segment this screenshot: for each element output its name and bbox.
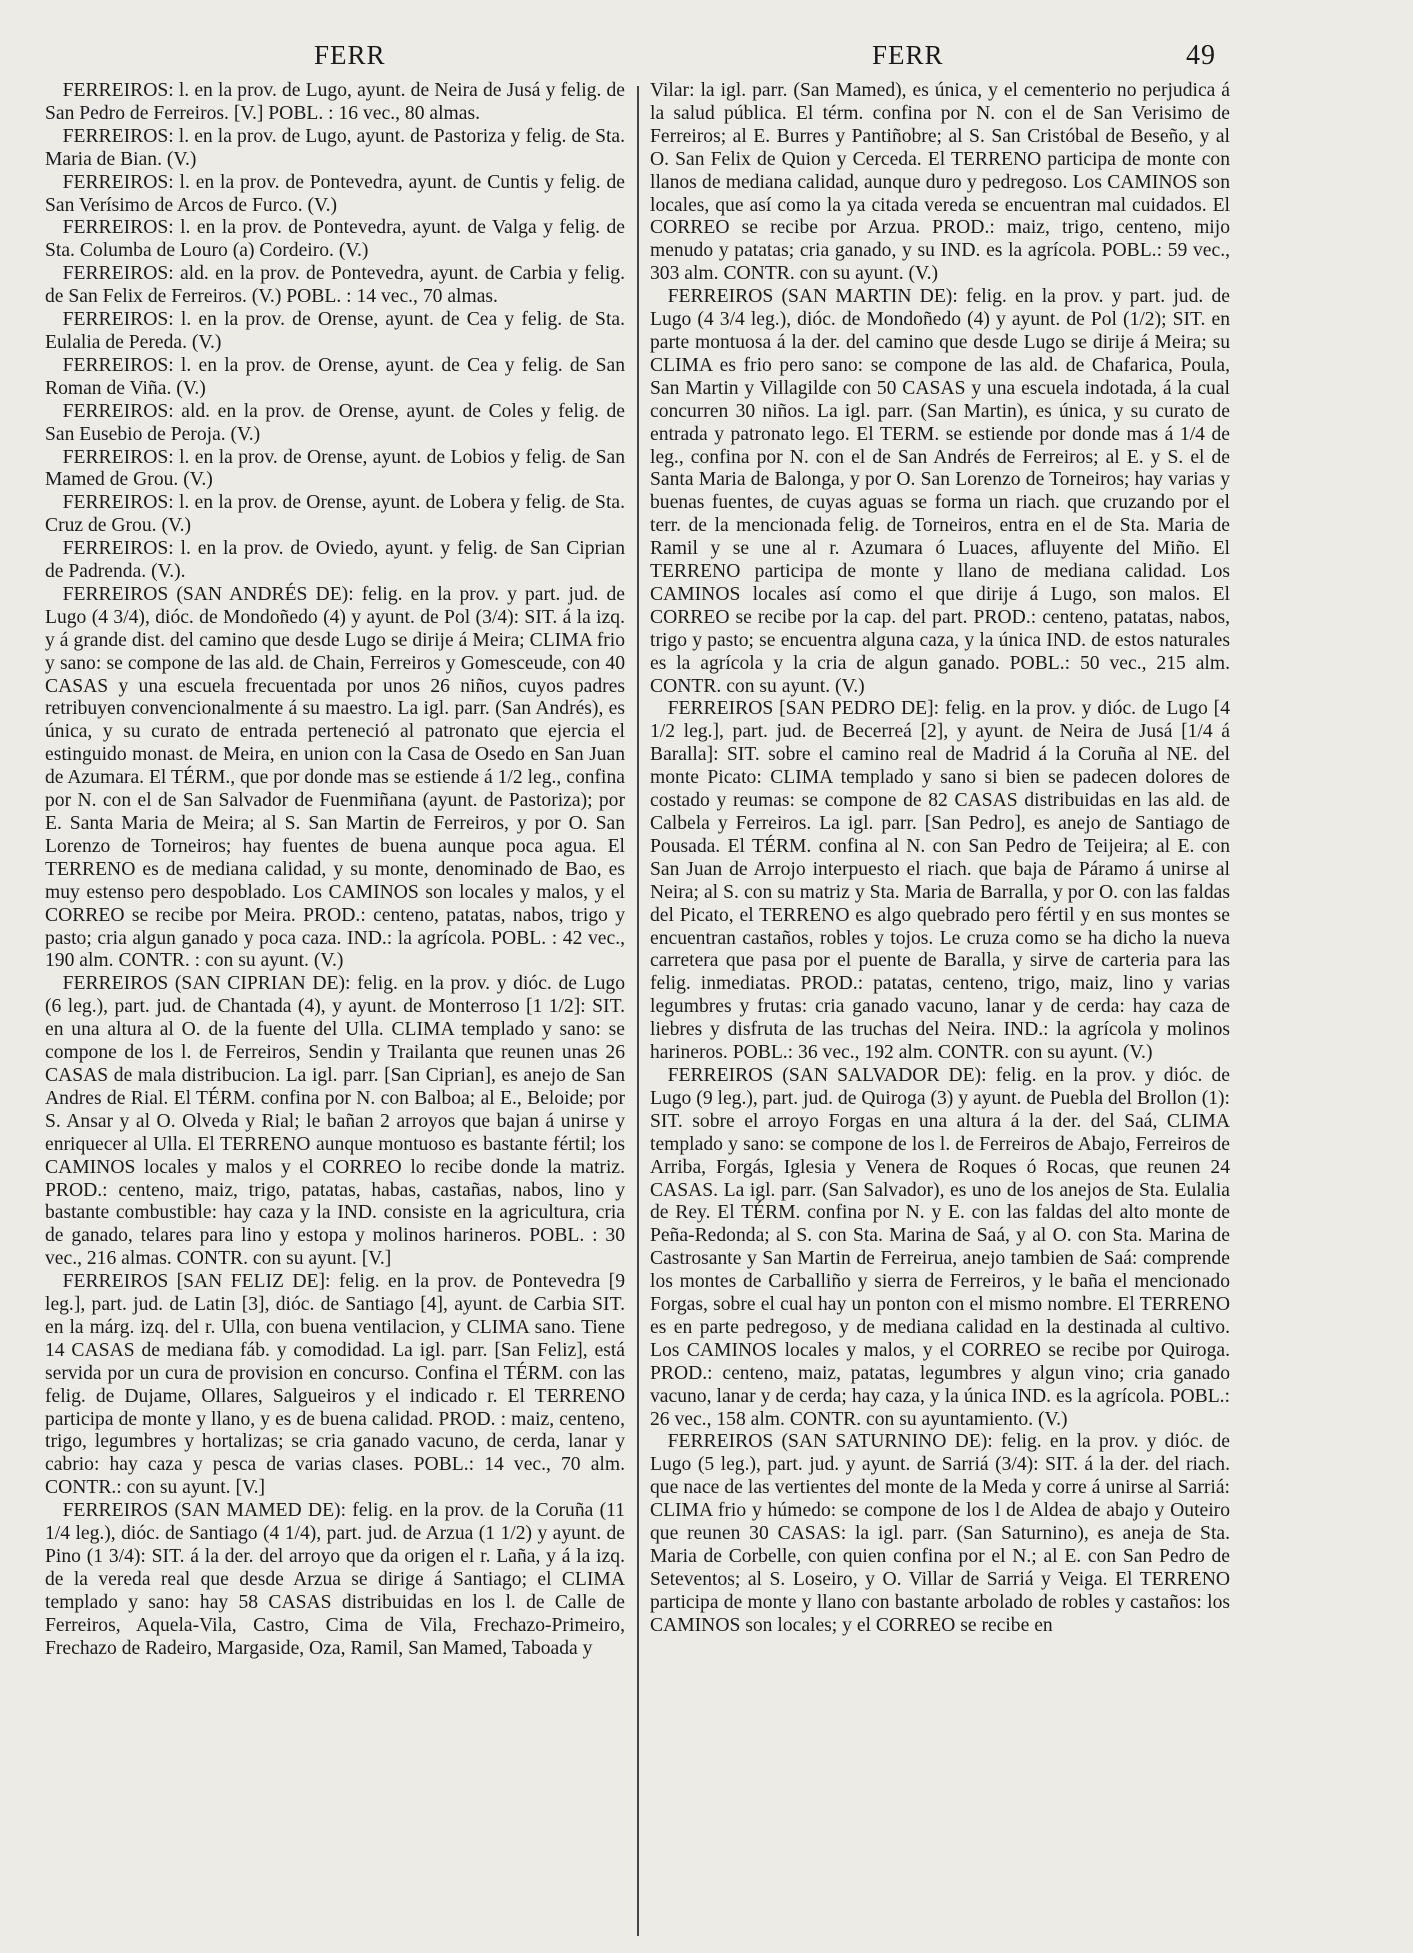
entry-paragraph: FERREIROS (SAN SATURNINO DE): felig. en la prov. y dióc. de Lugo (5 leg.), part. jud. y ayunt. de Sarriá (3/4): SIT. á la der. del riach. que nace de las vertientes del monte de la Meda y corre á unirse al Sarriá: CLIMA frio y húmedo: se compone de los l de Aldea de abajo y Outeiro que reunen 30 CASAS: la igl. parr. (San Saturnino), es aneja de Sta. Maria de Corbelle, con quien confina por el N.; al E. con San Pedro de Seteventos; al S. Loseiro, y O. Villar de Sarriá y Veiga. El TERRENO participa de monte y llano con bastante arbolado de robles y castaños: los CAMINOS son locales; y el CORREO se recibe en [650, 1431, 1230, 1636]
entry-paragraph: FERREIROS (SAN SALVADOR DE): felig. en la prov. y dióc. de Lugo (9 leg.), part. jud. de Quiroga (3) y ayunt. de Puebla del Brollon (1): SIT. sobre el arroyo Forgas en una altura á la der. del Saá, CLIMA templado y sano: se compone de los l. de Ferreiros de Abajo, Ferreiros de Arriba, Forgás, Iglesia y Venera de Roques ó Rocas, que reunen 24 CASAS. La igl. parr. (San Salvador), es uno de los anejos de Sta. Eulalia de Rey. El TÉRM. confina por N. y E. con las faldas del alto monte de Peña-Redonda; al S. con Sta. Marina de Saá, y al O. con Sta. Marina de Castrosante y San Martin de Ferreirua, anejo tambien de Saá: comprende los montes de Carballiño y sierra de Ferreiros, y le baña el mencionado Forgas, sobre el cual hay un ponton con el mismo nombre. El TERRENO es en parte pedregoso, y de mediana calidad en la destinada al cultivo. Los CAMINOS locales y malos, y el CORREO se recibe por Quiroga. PROD.: centeno, maiz, patatas, legumbres y algun vino; cria ganado vacuno, lanar y de cerda; hay caza, y la única IND. es la agrícola. POBL.: 26 vec., 158 alm. CONTR. con su ayuntamiento. (V.) [650, 1064, 1230, 1430]
entry-paragraph: FERREIROS: l. en la prov. de Orense, ayunt. de Cea y felig. de Sta. Eulalia de Pereda. (V.) [45, 309, 625, 353]
entry-paragraph: FERREIROS [SAN PEDRO DE]: felig. en la prov. y dióc. de Lugo [4 1/2 leg.], part. jud. de Becerreá [2], y ayunt. de Neira de Jusá [1/4 á Baralla]: SIT. sobre el camino real de Madrid á la Coruña al NE. del monte Picato: CLIMA templado y sano si bien se padecen dolores de costado y reumas: se compone de 82 CASAS distribuidas en las ald. de Calbela y Ferreiros. La igl. parr. [San Pedro], es anejo de Santiago de Pousada. El TÉRM. confina al N. con San Pedro de Teijeira; al E. con San Juan de Arrojo interpuesto el riach. que baja de Páramo á unirse al Neira; al S. con su matriz y Sta. Maria de Barralla, y por O. con las faldas del Picato, el TERRENO es algo quebrado pero fértil y en sus montes se encuentran castaños, robles y tojos. Le cruza como se ha dicho la nueva carretera que pasa por el puente de Baralla, y sirve de carteria para las felig. inmediatas. PROD.: patatas, centeno, trigo, maiz, lino y varias legumbres y frutas: cria ganado vacuno, lanar y de cerda: hay caza de liebres y disfruta de las truchas del Neira. IND.: la agrícola y molinos harineros. POBL.: 36 vec., 192 alm. CONTR. con su ayunt. (V.) [650, 698, 1230, 1064]
page-header [0, 40, 1413, 80]
entry-paragraph: FERREIROS: ald. en la prov. de Orense, ayunt. de Coles y felig. de San Eusebio de Peroja. (V.) [45, 400, 625, 445]
entry-paragraph: FERREIROS: l. en la prov. de Orense, ayunt. de Lobios y felig. de San Mamed de Grou. (V.) [45, 446, 625, 491]
column-divider [637, 86, 639, 1936]
left-running-title: FERR [314, 40, 386, 70]
right-running-title: FERR [872, 40, 944, 70]
entry-paragraph: FERREIROS [SAN FELIZ DE]: felig. en la prov. de Pontevedra [9 leg.], part. jud. de Latin [3], dióc. de Santiago [4], ayunt. de Carbia SIT. en la márg. izq. del r. Ulla, con buena ventilacion, y CLIMA sano. Tiene 14 CASAS de mediana fáb. y comodidad. La igl. parr. [San Feliz], está servida por un cura de provision en concurso. Confina el TÉRM. con las felig. de Dujame, Ollares, Salgueiros y el indicado r. El TERRENO participa de monte y llano, y es de buena calidad. PROD. : maiz, centeno, trigo, legumbres y hortalizas; se cria ganado vacuno, de cerda, lanar y cabrio: hay caza y pesca de varias clases. POBL.: 14 vec., 70 alm. CONTR.: con su ayunt. [V.] [45, 1271, 625, 1499]
right-column [650, 80, 1230, 1940]
entry-paragraph: FERREIROS (SAN CIPRIAN DE): felig. en la prov. y dióc. de Lugo (6 leg.), part. jud. de Chantada (4), y ayunt. de Monterroso [1 1/2]: SIT. en una altura al O. de la fuente del Ulla. CLIMA templado y sano: se compone de los l. de Ferreiros, Sendin y Trailanta que reunen unas 26 CASAS de mala distribucion. La igl. parr. [San Ciprian], es anejo de San Andres de Rial. El TÉRM. confina por N. con Balboa; al E., Beloide; por S. Ansar y al O. Olveda y Rial; le bañan 2 arroyos que bajan á unirse y enriquecer al Ulla. El TERRENO aunque montuoso es bastante fértil; los CAMINOS locales y malos y el CORREO lo recibe donde la matriz. PROD.: centeno, maiz, trigo, patatas, habas, castañas, nabos, lino y bastante combustible: hay caza y la IND. consiste en la agricultura, cria de ganado, telares para lino y estopa y molinos harineros. POBL. : 30 vec., 216 almas. CONTR. con su ayunt. [V.] [45, 973, 625, 1270]
entry-paragraph: FERREIROS: l. en la prov. de Pontevedra, ayunt. de Valga y felig. de Sta. Columba de Louro (a) Cordeiro. (V.) [45, 217, 625, 262]
entry-paragraph: FERREIROS: l. en la prov. de Orense, ayunt. de Cea y felig. de San Roman de Viña. (V.) [45, 354, 625, 399]
entry-paragraph: Vilar: la igl. parr. (San Mamed), es única, y el cementerio no perjudica á la salud pública. El térm. confina por N. con el de San Verisimo de Ferreiros; al E. Burres y Pantiñobre; al S. San Cristóbal de Beseño, y al O. San Felix de Quion y Cerceda. El TERRENO participa de monte con llanos de mediana calidad, aunque duro y pedregoso. Los CAMINOS son locales, que así como la ya citada vereda se encuentran mal cuidados. El CORREO se recibe por Arzua. PROD.: maiz, trigo, centeno, mijo menudo y patatas; cria ganado, y su IND. es la agrícola. POBL.: 59 vec., 303 alm. CONTR. con su ayunt. (V.) [650, 80, 1230, 285]
entry-paragraph: FERREIROS (SAN MARTIN DE): felig. en la prov. y part. jud. de Lugo (4 3/4 leg.), dióc. de Mondoñedo (4) y ayunt. de Pol (1/2); SIT. en parte montuosa á la der. del camino que desde Lugo se dirije á Meira; su CLIMA es frio pero sano: se compone de las ald. de Chafarica, Poula, San Martin y Villagilde con 50 CASAS y una escuela indotada, á la cual concurren 30 niños. La igl. parr. (San Martin), es única, y su curato de entrada y patronato lego. El TERM. se estiende por donde mas á 1/4 de leg., confina por N. con el de San Andrés de Ferreiros; al E. y S. el de Santa Maria de Balonga, y por O. San Lorenzo de Torneiros; hay varias y buenas fuentes, de cuyas aguas se forma un riach. que cruzando por el terr. de la mencionada felig. de Torneiros, entra en el de Sta. Maria de Ramil y se une al r. Azumara ó Luaces, afluyente del Miño. El TERRENO participa de monte y llano de mediana calidad. Los CAMINOS locales así como el que dirije á Lugo, son malos. El CORREO se recibe por la cap. del part. PROD.: centeno, patatas, nabos, trigo y pasto; se encuentra alguna caza, y la única IND. de estos naturales es la agrícola y la cria de algun ganado. POBL.: 50 vec., 215 alm. CONTR. con su ayunt. (V.) [650, 286, 1230, 697]
entry-paragraph: FERREIROS: l. en la prov. de Pontevedra, ayunt. de Cuntis y felig. de San Verísimo de Arcos de Furco. (V.) [45, 171, 625, 216]
entry-paragraph: FERREIROS: l. en la prov. de Lugo, ayunt. de Pastoriza y felig. de Sta. Maria de Bian. (V.) [45, 125, 625, 170]
left-column [45, 80, 625, 1940]
entry-paragraph: FERREIROS: ald. en la prov. de Pontevedra, ayunt. de Carbia y felig. de San Felix de Ferreiros. (V.) POBL. : 14 vec., 70 almas. [45, 263, 625, 308]
entry-paragraph: FERREIROS (SAN MAMED DE): felig. en la prov. de la Coruña (11 1/4 leg.), dióc. de Santiago (4 1/4), part. jud. de Arzua (1 1/2) y ayunt. de Pino (1 3/4): SIT. á la der. del arroyo que da origen el r. Laña, y á la izq. de la vereda real que desde Arzua se dirige á Santiago; el CLIMA templado y sano: hay 58 CASAS distribuidas en los l. de Calle de Ferreiros, Aquela-Vila, Castro, Cima de Vila, Frechazo-Primeiro, Frechazo de Radeiro, Margaside, Oza, Ramil, San Mamed, Taboada y [45, 1500, 625, 1659]
entry-paragraph: FERREIROS (SAN ANDRÉS DE): felig. en la prov. y part. jud. de Lugo (4 3/4), dióc. de Mondoñedo (4) y ayunt. de Pol (3/4): SIT. á la izq. y á grande dist. del camino que desde Lugo se dirije á Meira; CLIMA frio y sano: se compone de las ald. de Chain, Ferreiros y Gomesceude, con 40 CASAS y una escuela frecuentada por unos 26 niños, cuyos padres retribuyen convencionalmente á su maestro. La igl. parr. (San Andrés), es única, y su curato de entrada perteneció al patronato que ejercia el estinguido monast. de Meira, en union con la Casa de Osedo en San Juan de Azumara. El TÉRM., que por donde mas se estiende á 1/2 leg., confina por N. con el de San Salvador de Fuenmiñana (ayunt. de Pastoriza); por E. Santa Maria de Meira; al S. San Martin de Ferreiros, y por O. San Lorenzo de Torneiros; hay fuentes de buena aunque poca agua. El TERRENO es de mediana calidad, y su monte, denominado de Bao, es muy estenso pero despoblado. Los CAMINOS son locales y malos, y el CORREO se recibe por Meira. PROD.: centeno, patatas, nabos, trigo y pasto; cria algun ganado y poca caza. IND.: la agrícola. POBL. : 42 vec., 190 alm. CONTR. : con su ayunt. (V.) [45, 583, 625, 972]
entry-paragraph: FERREIROS: l. en la prov. de Oviedo, ayunt. y felig. de San Ciprian de Padrenda. (V.). [45, 538, 625, 583]
entry-paragraph: FERREIROS: l. en la prov. de Orense, ayunt. de Lobera y felig. de Sta. Cruz de Grou. (V.) [45, 492, 625, 537]
page-number: 49 [1186, 40, 1216, 71]
entry-paragraph: FERREIROS: l. en la prov. de Lugo, ayunt. de Neira de Jusá y felig. de San Pedro de Ferreiros. [V.] POBL. : 16 vec., 80 almas. [45, 80, 625, 124]
